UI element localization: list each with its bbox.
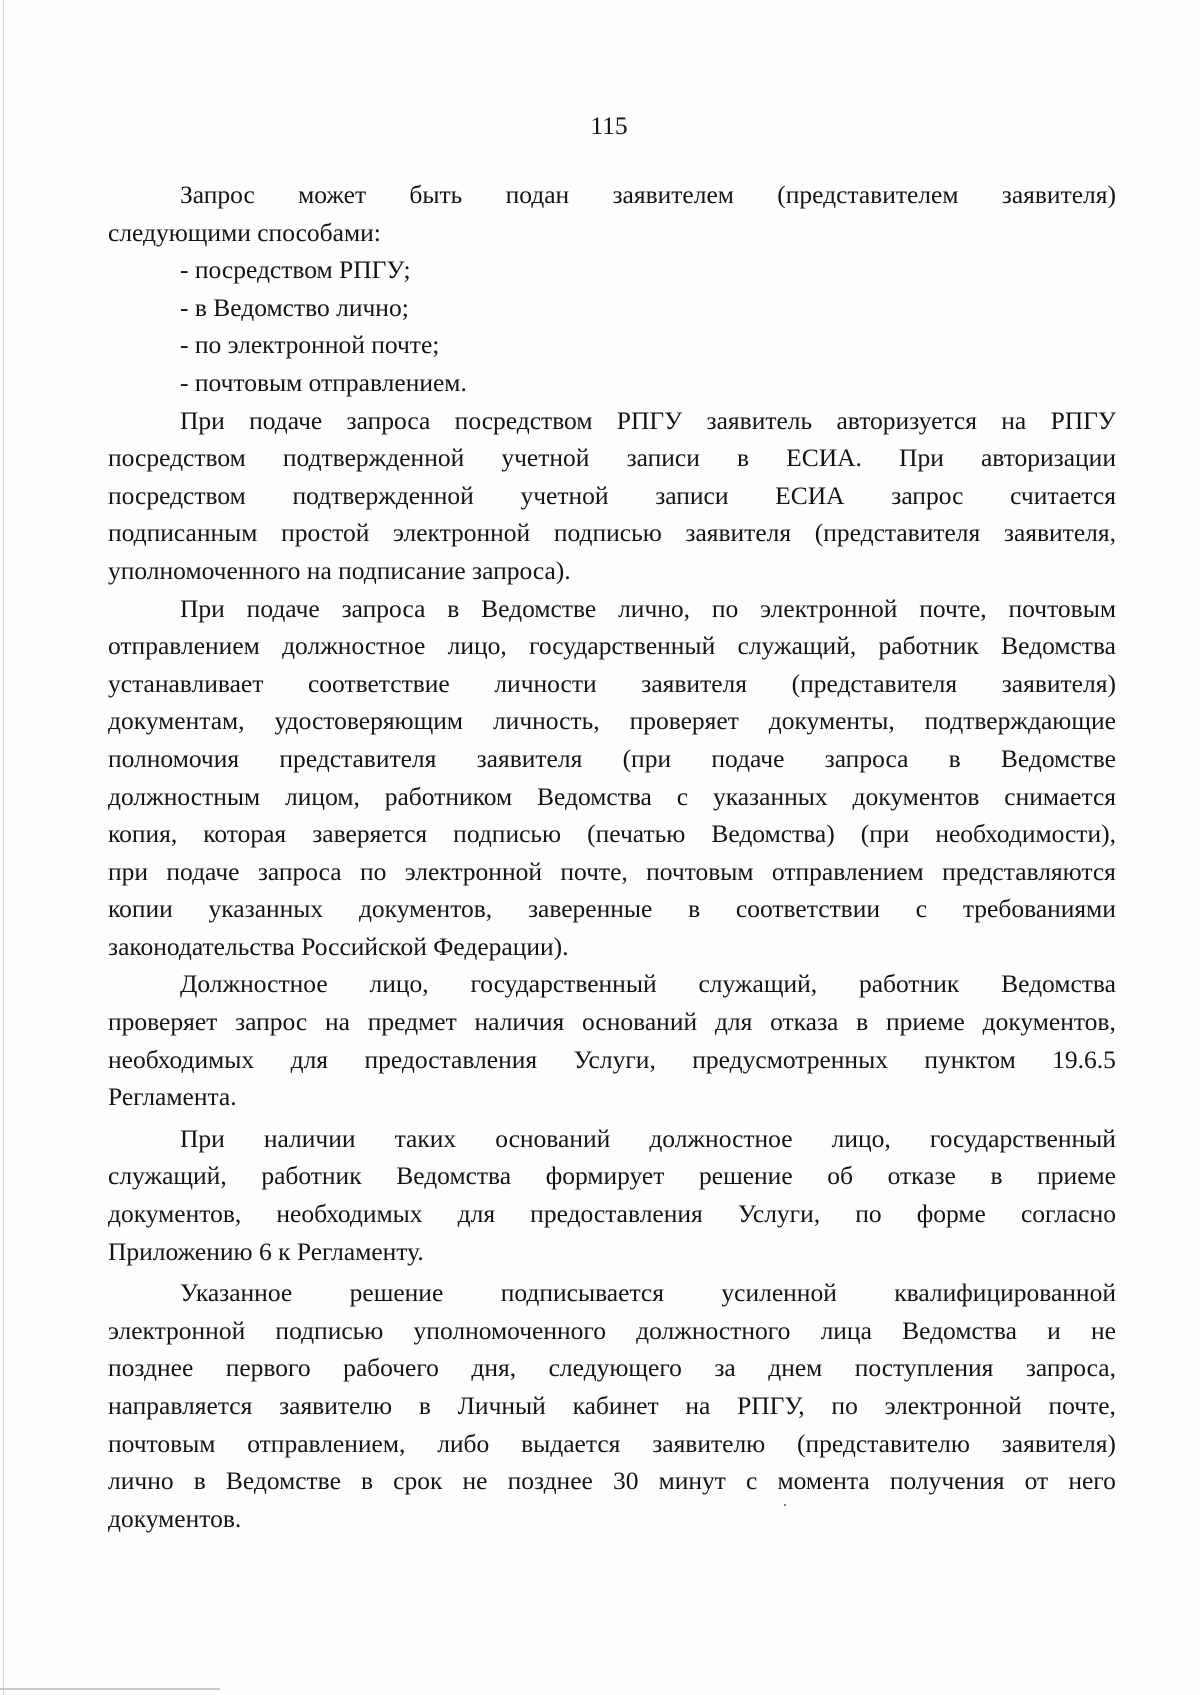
word: почте, [919,593,987,623]
word: в [990,1161,1003,1191]
text-line [108,965,1116,1003]
word: 19.6.5 [1052,1044,1116,1074]
word: не [462,1466,488,1496]
word: поступления [854,1353,994,1383]
word: заявителя [476,743,583,773]
word: Ведомстве [1000,743,1116,773]
text-line: - почтовым отправлением. [180,367,467,397]
word: для [457,1199,496,1229]
word: посредством [454,405,593,435]
word: подписью [553,518,662,548]
word: дня, [471,1353,517,1383]
text-line [108,778,1116,816]
word: простой [281,518,370,548]
text-line [108,1157,1116,1195]
word: подписью [453,819,562,849]
word: При [899,443,944,473]
word: должностное [649,1123,793,1153]
word: копии [108,894,173,924]
word: При [180,593,225,623]
word: должностного [636,1315,791,1345]
word: Ведомства [396,1161,512,1191]
word: заявителем [612,180,734,209]
word: должностное [282,631,426,661]
scan-speck [784,1504,786,1506]
text-line [108,477,1116,515]
word: (при [622,743,672,773]
text-line [108,815,1116,853]
text-line [108,627,1116,665]
word: днем [768,1353,823,1383]
word: минут [658,1466,726,1496]
word: момента [777,1466,870,1496]
text-line: Регламента. [108,1082,237,1112]
word: запроса [824,743,909,773]
word: Ведомства [1001,969,1116,999]
word: необходимых [108,1044,255,1074]
word: электронной [404,856,542,886]
word: отправлением [108,631,260,661]
word: предмет [367,1007,457,1037]
word: записи [655,480,729,510]
word: направляется [108,1391,253,1420]
word: личности [494,668,597,698]
word: уполномоченного [413,1315,606,1345]
word: от [1024,1466,1049,1496]
word: заявителя, [1003,518,1116,548]
word: выдается [521,1428,621,1458]
word: подписью [275,1315,384,1345]
word: которая [203,819,287,849]
word: Ведомстве [481,593,597,623]
word: подтвержденной [282,443,465,473]
text-line [108,1041,1116,1079]
word: подаче [711,743,785,773]
word: РПГУ [616,405,683,435]
word: с [746,1466,758,1496]
word: соответствие [307,668,450,698]
text-line [108,1195,1116,1233]
word: форме [916,1199,986,1229]
word: считается [1010,480,1116,510]
word: посредством [108,480,246,510]
word: Запрос [180,180,255,209]
word: него [1068,1466,1116,1496]
word: подписывается [500,1278,664,1308]
word: При [180,405,225,435]
text-line [108,1387,1116,1425]
word: документам, [108,706,245,736]
word: в [193,1466,206,1496]
word: решение [699,1161,793,1191]
body-text [108,176,1116,1537]
word: проверяет [629,706,739,736]
word: почте, [560,856,628,886]
text-line: законодательства Российской Федерации). [108,931,569,961]
word: запрос [891,480,964,510]
word: Ведомства) [711,819,835,849]
word: личность, [492,706,600,736]
word: 30 [612,1466,639,1496]
text-line: документов. [108,1503,242,1533]
word: предоставления [364,1044,538,1074]
word: заявителя) [1001,1428,1116,1458]
word: заявителю [652,1428,766,1458]
word: устанавливает [108,668,264,698]
word: заверенные [527,894,653,924]
scan-bottom-edge [0,1688,220,1690]
word: позднее [108,1353,194,1383]
text-line [108,402,1116,440]
word: за [714,1353,736,1383]
word: предоставления [530,1199,703,1229]
word: на [1001,405,1027,435]
word: При [180,1123,225,1153]
word: подписанным [108,518,258,548]
word: не [1090,1315,1116,1345]
word: необходимости), [935,819,1116,849]
text-line [108,1425,1116,1463]
word: отправлением, [247,1428,406,1458]
word: по [711,593,739,623]
text-line [108,702,1116,740]
word: подаче [249,405,323,435]
word: с [676,781,689,811]
word: снимается [1004,781,1116,811]
word: и [1047,1315,1061,1345]
word: требованиями [962,894,1116,924]
word: почтовым [646,856,754,886]
word: приеме [886,1007,965,1037]
word: подан [505,180,570,209]
text-line [108,853,1116,891]
word: таких [394,1123,457,1153]
word: усиленной [721,1278,837,1308]
word: (представителю [797,1428,970,1458]
text-line: следующими способами: [108,217,381,247]
word: рабочего [343,1353,439,1383]
word: в [736,443,750,473]
word: ЕСИА [775,480,845,510]
word: работником [384,781,513,811]
word: подаче [166,856,240,886]
word: лицом, [285,781,360,811]
word: (печатью [587,819,686,849]
word: проверяет [108,1007,218,1037]
word: почте, [1048,1391,1116,1420]
text-line [108,740,1116,778]
word: копия, [108,819,178,849]
word: заверяется [312,819,428,849]
text-line [108,514,1116,552]
word: отправлением [771,856,924,886]
word: государственный [529,631,716,661]
word: по [855,1199,882,1229]
word: РПГУ, [737,1391,805,1420]
word: может [298,180,367,209]
word: электронной [760,593,898,623]
word: на [325,1007,350,1037]
word: в [688,894,701,924]
word: по [831,1391,858,1420]
word: служащий, [737,631,857,661]
text-line [108,1120,1116,1158]
word: формирует [545,1161,665,1191]
word: государственный [929,1123,1116,1153]
word: указанных [712,781,828,811]
text-line [108,890,1116,928]
word: согласно [1020,1199,1116,1229]
word: отказе [887,1161,956,1191]
word: Услуги, [737,1199,821,1229]
word: Должностное [180,969,328,999]
word: заявителя) [1001,180,1116,209]
word: работник [878,631,979,661]
word: позднее [507,1466,593,1496]
word: Ведомства [537,781,652,811]
page-number: 115 [590,111,628,140]
text-line [108,1349,1116,1387]
text-line [108,665,1116,703]
word: по [360,856,387,886]
word: предусмотренных [692,1044,888,1074]
text-line [108,1274,1116,1312]
word: Ведомства [902,1315,1017,1345]
word: РПГУ [1050,405,1116,435]
text-line [108,1462,1116,1500]
text-line [108,439,1116,477]
word: учетной [501,443,590,473]
word: первого [225,1353,311,1383]
word: лицо, [831,1123,891,1153]
word: с [915,894,928,924]
word: представителя [279,743,437,773]
word: авторизации [980,443,1116,473]
text-line [108,590,1116,628]
word: для [290,1044,329,1074]
word: лицо, [369,969,429,999]
word: решение [349,1278,444,1308]
word: быть [409,180,463,209]
word: почтовым [1008,593,1116,623]
word: на [685,1391,711,1420]
word: указанных [208,894,324,924]
word: запроса [346,405,431,435]
word: срок [393,1466,443,1496]
word: при [108,856,149,886]
word: лица [820,1315,872,1345]
word: оснований [495,1123,611,1153]
word: в [361,1466,374,1496]
word: электронной [108,1315,246,1345]
word: квалифицированной [894,1278,1116,1308]
word: представляются [942,856,1116,886]
word: электронной [392,518,531,548]
text-line [108,176,1116,214]
text-line: - посредством РПГУ; [180,255,411,285]
word: документов, [108,1199,242,1229]
word: почтовым [108,1428,216,1458]
word: необходимых [276,1199,423,1229]
text-line: - по электронной почте; [180,330,440,360]
word: электронной [884,1391,1022,1420]
word: заявителя) [1001,668,1116,698]
word: полномочия [108,743,240,773]
word: документов [852,781,980,811]
word: в [948,743,961,773]
word: должностным [108,781,261,811]
word: Услуги, [573,1044,656,1074]
word: Ведомства [1001,631,1116,661]
word: удостоверяющим [274,706,464,736]
word: пунктом [924,1044,1016,1074]
word: заявителя [685,518,792,548]
text-line [108,1003,1116,1041]
word: лично [108,1466,174,1496]
word: получения [889,1466,1005,1496]
text-line: уполномоченного на подписание запроса). [108,555,571,585]
word: об [827,1161,853,1191]
word: кабинет [572,1391,659,1420]
word: отказа [770,1007,839,1037]
word: в [447,593,460,623]
word: служащий, [108,1161,227,1191]
word: в [856,1007,869,1037]
word: (представителя [814,518,981,548]
word: запроса, [1025,1353,1116,1383]
word: оснований [582,1007,698,1037]
text-line: Приложению 6 к Регламенту. [108,1236,424,1266]
word: (при [860,819,910,849]
word: государственный [470,969,657,999]
word: Указанное [180,1278,293,1308]
word: заявителю [279,1391,393,1420]
word: работник [261,1161,362,1191]
word: служащий, [698,969,818,999]
word: записи [626,443,700,473]
word: авторизуется [836,405,977,435]
word: запроса [257,856,342,886]
word: подтверждающие [924,706,1116,736]
word: следующего [548,1353,682,1383]
word: заявителя [641,668,747,698]
word: Личный [457,1391,546,1420]
word: для [714,1007,753,1037]
word: заявитель [706,405,813,435]
scan-left-edge [3,0,4,1695]
word: учетной [520,480,609,510]
word: Ведомстве [225,1466,341,1496]
word: посредством [108,443,246,473]
word: лично, [618,593,691,623]
word: ЕСИА. [786,443,862,473]
word: документов, [358,894,493,924]
word: подтвержденной [292,480,474,510]
word: подаче [246,593,320,623]
word: либо [437,1428,490,1458]
word: в [418,1391,431,1420]
word: запрос [235,1007,308,1037]
word: приеме [1037,1161,1116,1191]
word: наличия [474,1007,565,1037]
word: работник [858,969,960,999]
text-line [108,1312,1116,1350]
word: наличии [263,1123,356,1153]
word: запроса [341,593,426,623]
word: (представителя [791,668,958,698]
word: документов, [982,1007,1116,1037]
word: соответствии [735,894,880,924]
text-line: - в Ведомство лично; [180,292,409,322]
word: лицо, [447,631,507,661]
word: (представителем [777,180,959,209]
word: документы, [768,706,895,736]
